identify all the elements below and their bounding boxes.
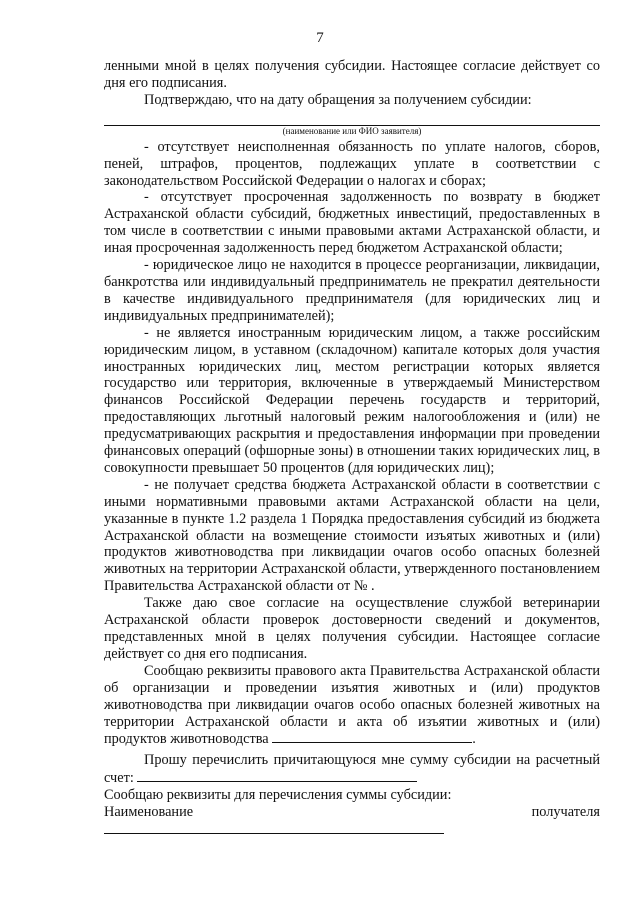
document-body [104,58,600,839]
recipient-name-field[interactable] [104,821,444,834]
paragraph-no-other-funds: - не получает средства бюджета Астраханской области в соответствии с иными нормативными правовыми актами Астраханской области на цели, указанные в пункте 1.2 раздела 1 Порядка предоставления субсидий из бюджета Астраханской области на возмещение стоимости изъятых животных и (или) продуктов животноводства при ликвидации очагов особо опасных болезней животных на территории Астраханской области, утвержденного постановлением Правительства Астраханской области от № . [104,476,600,595]
paragraph-recipient: Наименование получателя [104,804,600,839]
paragraph-consent-end: ленными мной в целях получения субсидии. Настоящее согласие действует со дня его подписания. [104,58,600,91]
legal-act-field[interactable] [272,730,472,743]
paragraph-payment-details: Сообщаю реквизиты для перечисления суммы субсидии: [104,787,452,804]
paragraph-transfer-request: Прошу перечислить причитающуюся мне сумму субсидии на расчетный счет: [104,752,600,787]
applicant-caption: (наименование или ФИО заявителя) [282,125,422,136]
paragraph-no-reorganization: - юридическое лицо не находится в процессе реорганизации, ликвидации, банкротства или индивидуальный предприниматель не прекратил деятельности в качестве индивидуального предпринимателя (для юридических лиц и индивидуальных предпринимателей); [104,257,600,324]
applicant-name-line[interactable] [104,115,600,126]
paragraph-confirm: Подтверждаю, что на дату обращения за получением субсидии: [144,91,532,108]
page-number: 7 [316,30,324,46]
paragraph-no-overdue-debt: - отсутствует просроченная задолженность по возврату в бюджет Астраханской области субсидий, бюджетных инвестиций, предоставленных в том числе в соответствии с иными правовыми актами Астраханской области, и иная просроченная задолженность перед бюджетом Астраханской области; [104,189,600,257]
paragraph-verification-consent: Также даю свое согласие на осуществление службой ветеринарии Астраханской области проверок достоверности сведений и документов, представленных мной в целях получения субсидии. Настоящее согласие действует со дня его подписания. [104,595,600,662]
paragraph-legal-act-details: Сообщаю реквизиты правового акта Правительства Астраханской области об организации и проведении изъятия животных и (или) продуктов животноводства при ликвидации очагов особо опасных болезней животных на территории Астраханской области и акта об изъятии животных и (или) продуктов животноводства . [104,662,600,748]
account-field[interactable] [137,769,417,782]
paragraph-no-tax-debt: - отсутствует неисполненная обязанность по уплате налогов, сборов, пеней, штрафов, процентов, подлежащих уплате в соответствии с законодательством Российской Федерации о налогах и сборах; [104,138,600,189]
paragraph-not-foreign: - не является иностранным юридическим лицом, а также российским юридическим лицом, в уставном (складочном) капитале которых доля участия иностранных юридических лиц, местом регистрации которых является государство или территория, включенные в утверждаемый Министерством финансов Российской Федерации перечень государств и территорий, предоставляющих льготный налоговый режим налогообложения и (или) не предусматривающих раскрытия и предоставления информации при проведении финансовых операций (офшорные зоны) в отношении таких юридических лиц, в совокупности превышает 50 процентов (для юридических лиц); [104,324,600,476]
